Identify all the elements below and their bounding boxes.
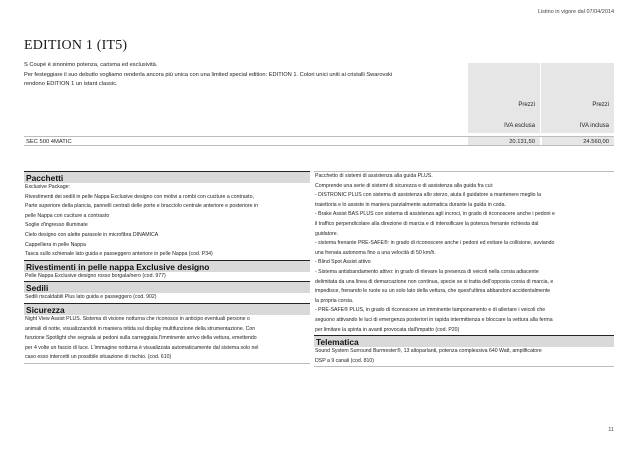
equipment-line: seguono attivando le luci di emergenza posteriori in rapida intermittenza e bloccare la vettura alla ferma [315, 316, 553, 323]
intro-line: rendono EDITION 1 un istant classic. [24, 81, 118, 87]
equipment-line: caso esso intercetti un possibile situazione di rischio. (cod. 610) [25, 354, 172, 361]
equipment-line: la propria corsia. [315, 297, 354, 304]
equipment-line: per 4 volte un fascio di luce. L'immagine notturna è visualizzata automaticamente dal sistema solo nel [25, 344, 259, 351]
equipment-line: - Blind Spot Assist attivo [315, 259, 371, 266]
equipment-line: Sound System Surround Burmester®, 13 altoparlanti, potenza complessiva 640 Watt, amplificatore [315, 348, 542, 355]
section-heading-rivestimenti: Rivestimenti in pelle nappa Exclusive designo [24, 260, 310, 272]
equipment-line: - PRE-SAFE® PLUS, in grado di riconoscere un imminente tamponamento e di allertare i veicoli che [315, 307, 546, 314]
equipment-line: Soglie d'ingresso illuminate [25, 222, 88, 229]
equipment-line: - DISTRONIC PLUS con sistema di assistenza allo sterzo, aiuta il guidatore a mantenere meglio la [315, 192, 542, 199]
equipment-line: funzione Spotlight che segnala ai pedoni sulla carreggiata l'imminente arrivo della vettura, emettendo [25, 335, 257, 342]
equipment-right-column [314, 171, 614, 367]
equipment-line: Cielo designo con alette parasole in microfibra DINAMICA [25, 231, 159, 238]
equipment-line: Rivestimenti dei sedili in pelle Nappa Exclusive designo con motivi a rombi con cuciture a contrasto, [25, 193, 254, 200]
equipment-line: Tasca sullo schienale lato guida e passeggero anteriore in pelle Nappa (cod. P34) [25, 251, 213, 258]
equipment-line: Sedili riscaldabili Plus lato guida e passeggero (cod. 902) [25, 294, 157, 301]
equipment-line: DSP a 9 canali (cod. 810) [315, 357, 375, 364]
vat-excluded-label: IVA esclusa [504, 123, 535, 129]
equipment-line: - Sistema antisbandamento attivo: in grado di rilevare la presenza di veicoli nella corsia adiacente [315, 268, 539, 275]
model-price-row [24, 136, 614, 146]
equipment-line: guidatore. [315, 230, 339, 237]
section-divider [24, 363, 310, 364]
price-incl-label: Prezzi [592, 102, 609, 108]
equipment-line: traiettoria e lo assiste in maniera parzialmente automatica durante la guida in coda. [315, 201, 506, 208]
equipment-line: Cappelliera in pelle Nappa [25, 241, 86, 248]
price-excl-header [468, 63, 541, 133]
price-list-validity-note: Listino in vigore dal 07/04/2014 [537, 9, 614, 15]
equipment-line: una frenata autonoma fino a una velocità di 50 km/h. [315, 249, 436, 256]
section-heading-sedili: Sedili [24, 281, 310, 293]
equipment-line: Comprende una serie di sistemi di sicurezza e di assistenza alla guida fra cui: [315, 182, 494, 189]
intro-line: Per festeggiare il suo debutto vogliamo renderla ancora più unica con una limited special edition: EDITION 1. Colori unici uniti ai cristalli Swarovski [24, 71, 393, 78]
equipment-left-column [24, 171, 310, 364]
equipment-line: il traffico perpendicolare alla direzione di marcia e di intensificare la potenza frenante richiesta dal [315, 220, 539, 227]
section-divider [314, 366, 614, 367]
equipment-line: per limitare la spinta in avanti provocata dall'impatto (cod. P20) [315, 326, 460, 333]
page-number: 11 [608, 427, 614, 433]
equipment-line: - sistema frenante PRE-SAFE®: in grado di riconoscere anche i pedoni ed evitare la collisione, avviando [315, 240, 555, 247]
section-heading-sicurezza: Sicurezza [24, 303, 310, 315]
vat-included-label: IVA inclusa [579, 123, 609, 129]
price-header-box [468, 63, 614, 133]
model-name: SEC 500 4MATIC [26, 138, 72, 145]
price-excl-value: 20.131,50 [468, 137, 540, 145]
price-incl-value: 24.560,00 [542, 137, 614, 145]
price-incl-header [541, 63, 614, 133]
equipment-line: - Brake Assist BAS PLUS con sistema di assistenza agli incroci, in grado di riconoscere anche i pedoni e [315, 211, 555, 218]
equipment-line: impedisce, frenando le ruote su un solo lato della vettura, che quest'ultima abbandoni accidentalmente [315, 288, 551, 295]
equipment-line: Exclusive Package: [25, 184, 70, 190]
page-title: EDITION 1 (IT5) [24, 38, 128, 53]
equipment-line: Night View Assist PLUS. Sistema di visione notturna che riconosce in anticipo eventuali persone o [25, 315, 250, 322]
equipment-line: pelle Nappa con cuciture a contrasto [25, 212, 110, 219]
intro-text [24, 61, 464, 90]
equipment-line: delimitata da una linea di demarcazione non continua, specie se si tratta dell'opposta corsia di marcia, e [315, 278, 554, 285]
equipment-line: Pacchetto di sistemi di assistenza alla guida PLUS. [315, 173, 433, 179]
section-heading-pacchetti: Pacchetti [24, 171, 310, 183]
equipment-line: animali di notte, visualizzandoli in maniera nitida sul display multifunzione della strumentazione. Con [25, 325, 256, 332]
intro-line: S Coupé è sinonimo potenza, carisma ed esclusività. [24, 62, 158, 68]
section-heading-telematica: Telematica [314, 335, 614, 347]
price-excl-label: Prezzi [518, 102, 535, 108]
equipment-line: Parte superiore della plancia, pannelli centrali delle porte e bracciolo centrale anteriore e posteriore in [25, 203, 258, 210]
equipment-line: Pelle Nappa Exclusive designo rosso borgala/nero (cod. 977) [25, 272, 166, 279]
